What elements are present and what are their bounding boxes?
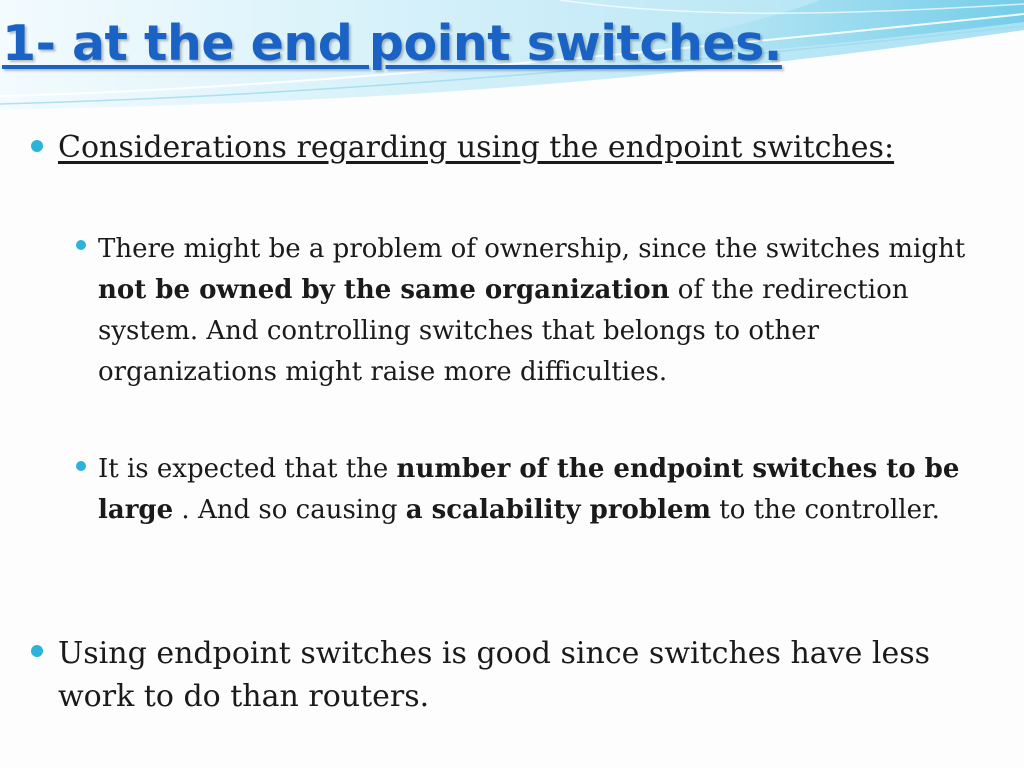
bullet-considerations — [58, 128, 988, 168]
sub-bullet-scalability — [98, 449, 1008, 531]
bullet-dot-icon — [31, 140, 43, 152]
bullet-bold-text: number of the endpoint switches to be large — [98, 454, 960, 525]
bullet-text: There might be a problem of ownership, since the switches might — [98, 234, 966, 264]
slide-title: 1- at the end point switches. — [2, 15, 782, 72]
bullet-text: to the controller. — [711, 495, 940, 525]
bullet-bold-text: not be owned by the same organization — [98, 275, 670, 305]
sub-bullet-ownership — [98, 229, 998, 393]
bullet-dot-icon — [76, 240, 86, 250]
bullet-bold-text: a scalability problem — [405, 495, 712, 525]
bullet-text: It is expected that the — [98, 454, 397, 484]
bullet-endpoint-benefit — [58, 632, 988, 718]
bullet-dot-icon — [76, 461, 86, 471]
bullet-text: of the redirection system. And controlling switches that belongs to other organizations might raise more difficulties. — [98, 275, 909, 387]
bullet-text: . And so causing — [173, 495, 406, 525]
bullet-text: Considerations regarding using the endpoint switches: — [58, 130, 895, 165]
bullet-dot-icon — [31, 645, 43, 657]
bullet-text: Using endpoint switches is good since switches have less work to do than routers. — [58, 636, 931, 714]
